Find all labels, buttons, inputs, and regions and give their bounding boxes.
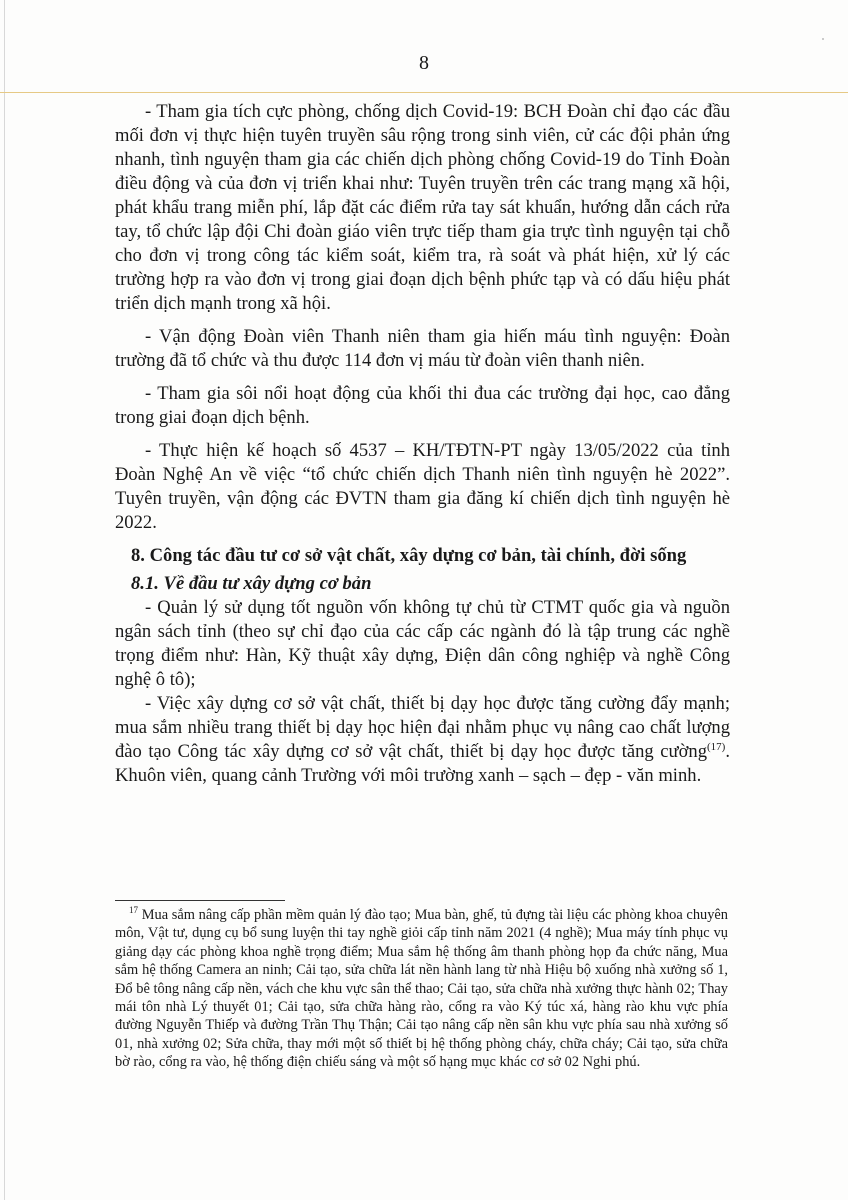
- footnote-separator: [115, 900, 285, 901]
- subsection-heading: 8.1. Về đầu tư xây dựng cơ bản: [131, 573, 372, 594]
- paragraph-emulation: - Tham gia sôi nổi hoạt động của khối thi đua các trường đại học, cao đẳng trong giai đoạn dịch bệnh.: [115, 383, 730, 428]
- scan-left-edge: [4, 0, 5, 1200]
- section-heading: 8. Công tác đầu tư cơ sở vật chất, xây dựng cơ bản, tài chính, đời sống: [131, 545, 687, 566]
- page-number: 8: [419, 52, 429, 74]
- paragraph-facilities: [115, 692, 730, 788]
- footnote-number: 17: [129, 905, 138, 916]
- header-rule: [0, 92, 848, 93]
- footnote-reference: (17): [707, 740, 726, 753]
- scan-speck: [822, 38, 824, 40]
- body-text: [115, 100, 730, 797]
- paragraph-funds: - Quản lý sử dụng tốt nguồn vốn không tự chủ từ CTMT quốc gia và nguồn ngân sách tỉnh (theo sự chỉ đạo của các cấp các ngành đó là tập trung các nghề trọng điểm như: Hàn, Kỹ thuật xây dựng, Điện dân công nghiệp và nghề Công nghệ ô tô);: [115, 597, 730, 690]
- paragraph-facilities-text-end: . Khuôn viên, quang cảnh Trường với môi trường xanh – sạch – đẹp - văn minh.: [115, 741, 730, 786]
- paragraph-facilities-text: - Việc xây dựng cơ sở vật chất, thiết bị dạy học được tăng cường đẩy mạnh; mua sắm nhiều trang thiết bị dạy học hiện đại nhằm phục vụ nâng cao chất lượng đào tạo Công tác xây dựng cơ sở vật chất, thiết bị dạy học được tăng cường: [115, 693, 730, 762]
- paragraph-covid: - Tham gia tích cực phòng, chống dịch Covid-19: BCH Đoàn chỉ đạo các đầu mối đơn vị thực hiện tuyên truyền sâu rộng trong sinh viên, cử các đội phản ứng nhanh, tình nguyện tham gia các chiến dịch phòng chống Covid-19 do Tỉnh Đoàn điều động và của đơn vị triển khai như: Tuyên truyền trên các trang mạng xã hội, phát khẩu trang miễn phí, lắp đặt các điểm rửa tay sát khuẩn, hướng dẫn cách rửa tay, tổ chức lập đội Chi đoàn giáo viên trực tiếp tham gia trực tình nguyện tại chỗ cho đơn vị trong công tác kiểm soát, kiểm tra, rà soát và phát hiện, xử lý các trường hợp ra vào đơn vị trong giai đoạn dịch bệnh phức tạp và có dấu hiệu phát triển dịch mạnh trong xã hội.: [115, 101, 730, 314]
- footnote-text: Mua sắm nâng cấp phần mềm quản lý đào tạo; Mua bàn, ghế, tủ đựng tài liệu các phòng khoa chuyên môn, Vật tư, dụng cụ bổ sung luyện thi tay nghề giỏi cấp tỉnh năm 2021 (4 nghề); Mua máy tính phục vụ giảng dạy các phòng khoa nghề trọng điểm; Mua sắm hệ thống âm thanh phòng họp đa chức năng, Mua sắm hệ thống Camera an ninh; Cải tạo, sửa chữa lát nền hành lang từ nhà Hiệu bộ xuống nhà xưởng số 1, Đổ bê tông nâng cấp nền, vách che khu vực sân thể thao; Cải tạo, sửa chữa nhà xưởng thực hành 02; Thay mái tôn nhà Lý thuyết 01; Cải tạo, sửa chữa hàng rào, cổng ra vào Ký túc xá, hàng rào khu vực phía đường Nguyễn Thiếp và đường Trần Thụ Thận; Cải tạo nâng cấp nền sân khu vực phía sau nhà xưởng số 01, nhà xưởng 02; Sửa chữa, thay mới một số thiết bị hệ thống phòng cháy, chữa cháy; Cải tạo, sửa chữa bờ rào, cổng ra vào, hệ thống điện chiếu sáng và một số hạng mục khác cơ sở 02 Nghi phú.: [115, 907, 728, 1071]
- paragraph-blood-donation: - Vận động Đoàn viên Thanh niên tham gia hiến máu tình nguyện: Đoàn trường đã tổ chức và thu được 114 đơn vị máu từ đoàn viên thanh niên.: [115, 326, 730, 371]
- footnote: [115, 906, 728, 1072]
- paragraph-summer-campaign: - Thực hiện kế hoạch số 4537 – KH/TĐTN-PT ngày 13/05/2022 của tỉnh Đoàn Nghệ An về việc “tổ chức chiến dịch Thanh niên tình nguyện hè 2022”. Tuyên truyền, vận động các ĐVTN tham gia đăng kí chiến dịch tình nguyện hè 2022.: [115, 440, 730, 533]
